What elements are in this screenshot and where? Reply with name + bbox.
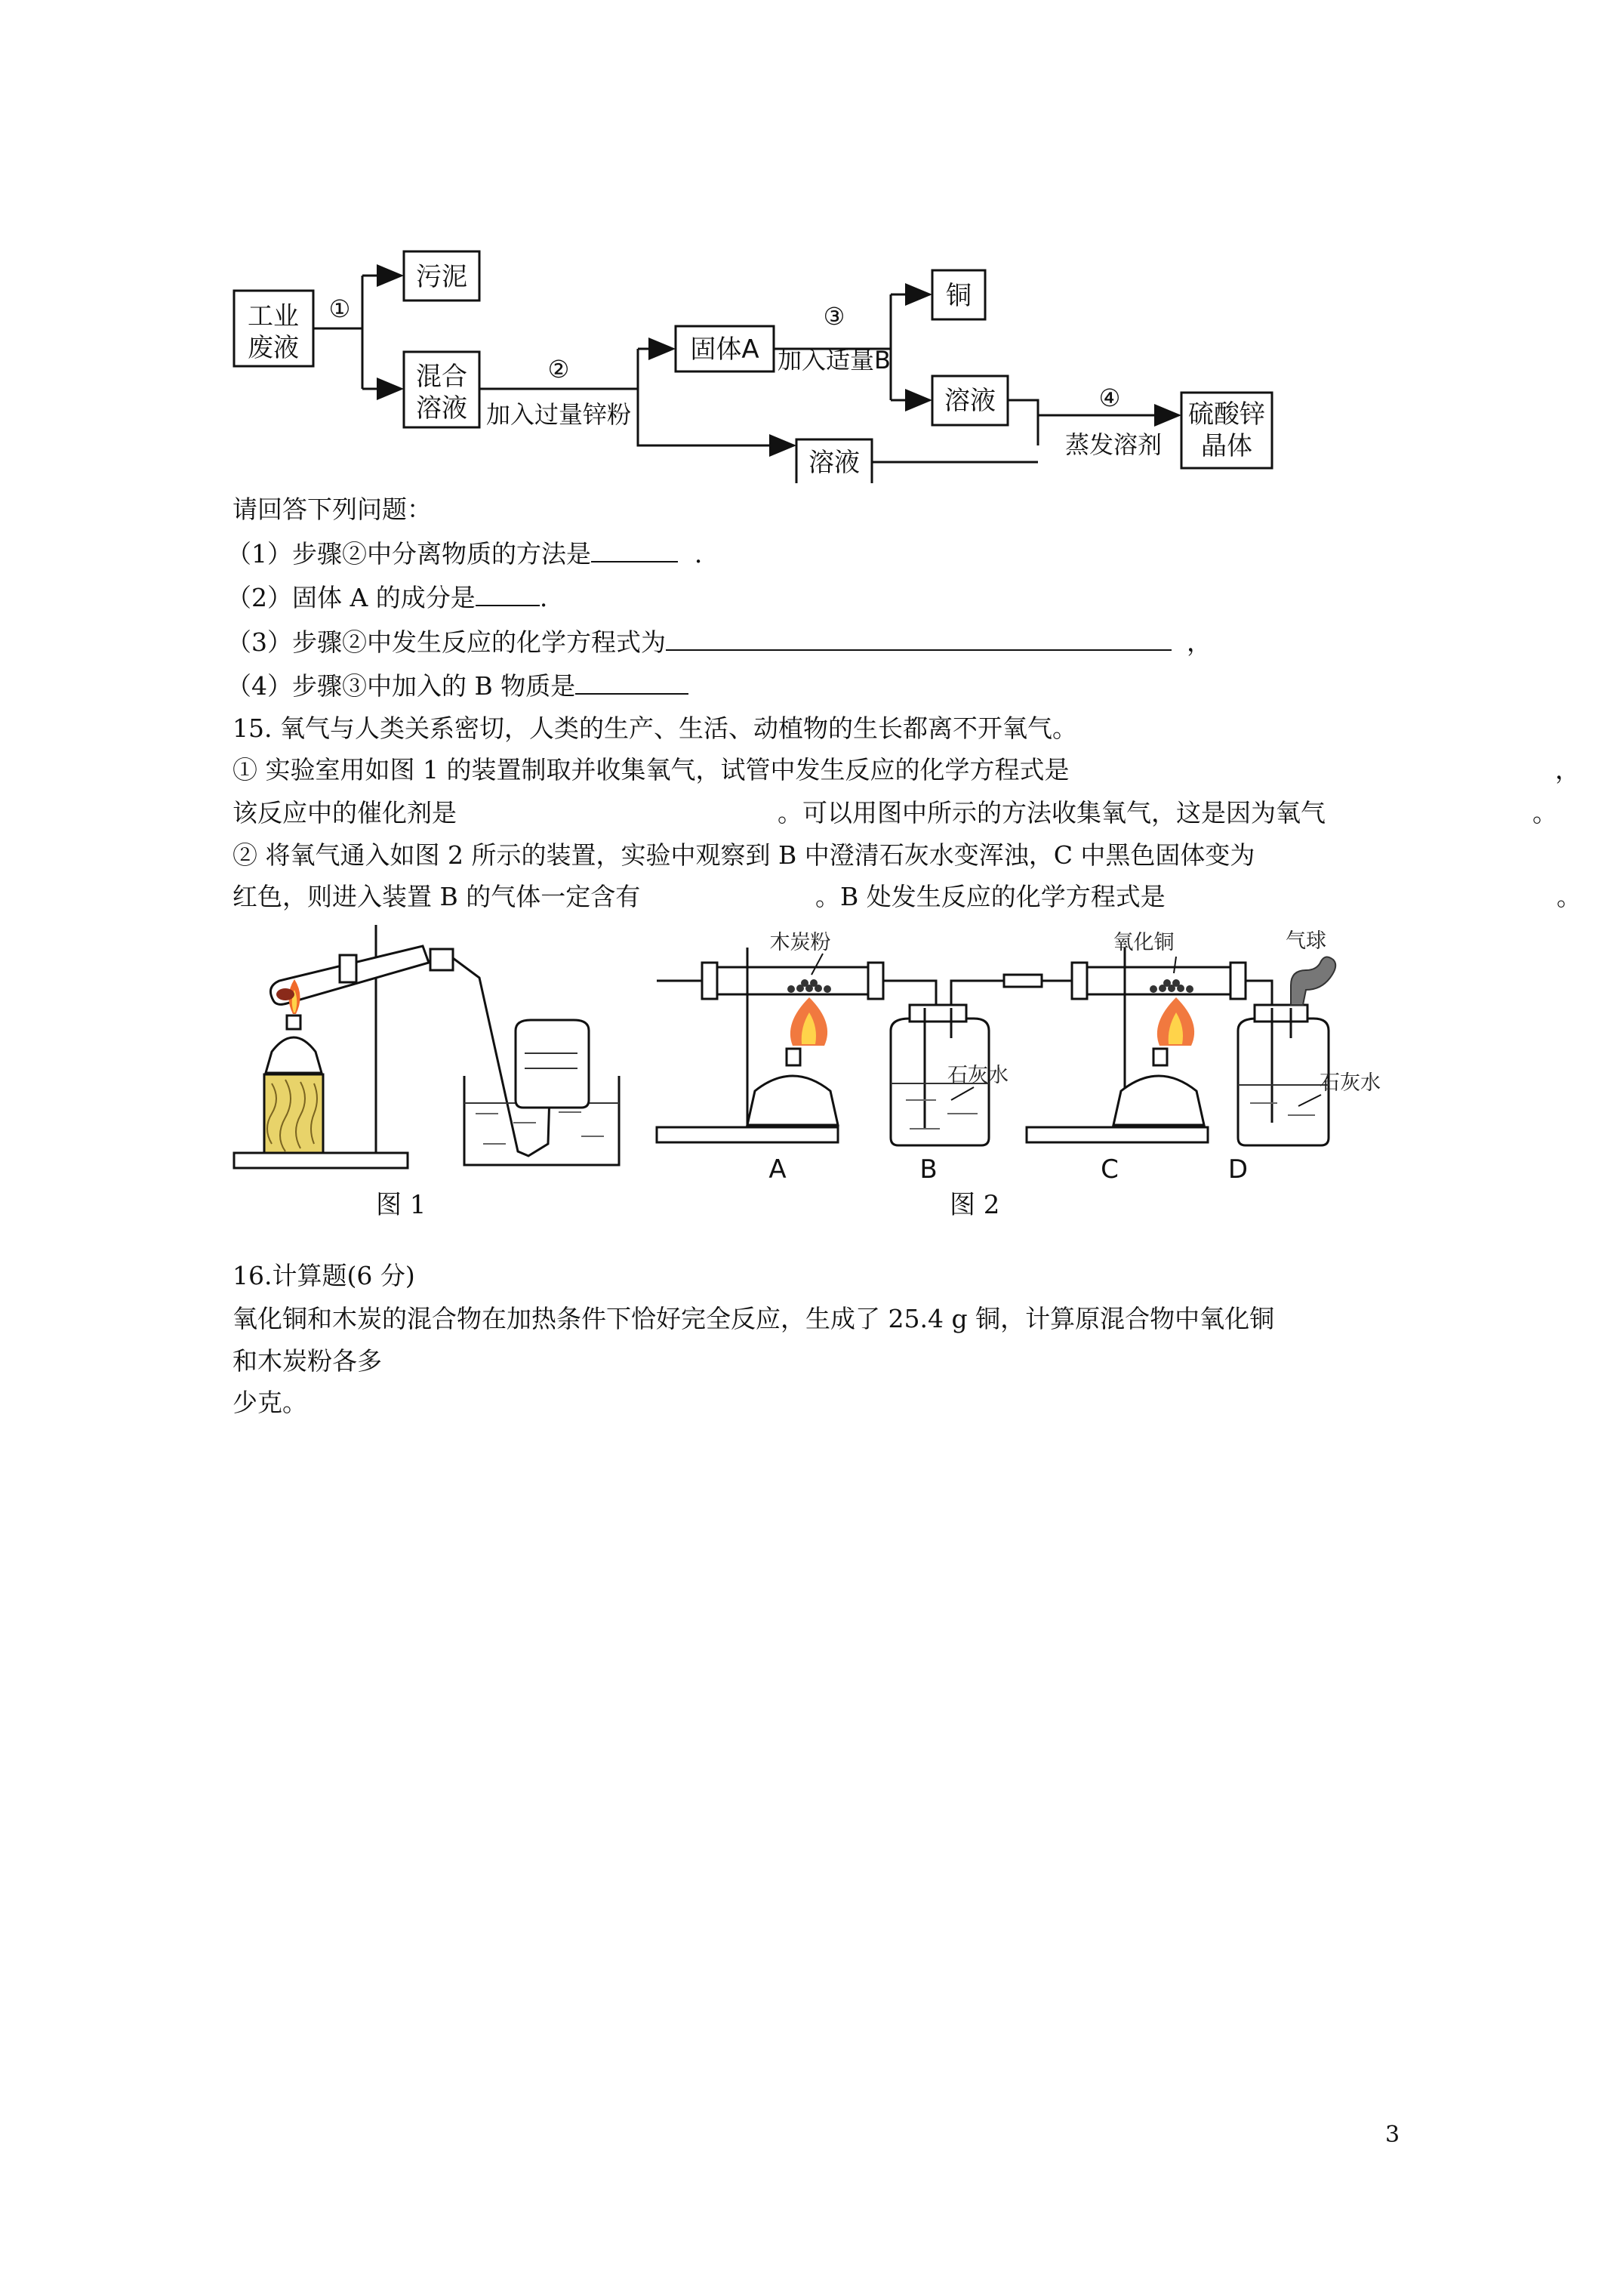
q15-line1-end: ， [1555, 755, 1580, 784]
q14-part1 [226, 538, 719, 569]
q14-part2 [226, 582, 547, 613]
alcohol-lamp-a [747, 1076, 838, 1125]
label-balloon: 气球 [1286, 929, 1326, 953]
node-mixed-line2: 溶液 [416, 393, 467, 424]
q16-line2: 和木炭粉各多 [233, 1346, 382, 1376]
node-waste-line1: 工业 [248, 301, 299, 331]
step-3-action: 加入适量B [778, 346, 891, 374]
q16-line3: 少克。 [233, 1388, 307, 1417]
step-3-label: ③ [823, 302, 845, 331]
q15-line2-start: 该反应中的催化剂是 [233, 798, 457, 827]
label-limewater-d: 石灰水 [1320, 1071, 1381, 1095]
figure-2-caption: 图 2 [950, 1190, 1000, 1220]
node-solid-a: 固体A [690, 334, 759, 365]
q15-line2-mid: 。可以用图中所示的方法收集氧气，这是因为氧气 [778, 798, 1326, 827]
q14-part3-text: （3）步骤②中发生反应的化学方程式为 [226, 627, 666, 657]
q14-part2-end: . [539, 583, 548, 612]
q14-intro: 请回答下列问题： [233, 495, 432, 524]
q14-part1-text: （1）步骤②中分离物质的方法是 [226, 539, 591, 569]
step-4-label: ④ [1098, 384, 1121, 412]
q14-part3 [226, 627, 1212, 658]
step-4-action: 蒸发溶剂 [1064, 430, 1163, 459]
stand-base-c [1027, 1127, 1208, 1142]
reaction-tube-c [1072, 967, 1246, 994]
label-apparatus-d: D [1227, 1154, 1249, 1185]
q14-part3-end: ， [1187, 627, 1212, 657]
q15-line2-end: 。 [1532, 798, 1557, 827]
q14-part2-blank [476, 582, 540, 606]
q14-part4-blank [575, 670, 688, 695]
q16-title: 16.计算题(6 分) [233, 1261, 415, 1290]
node-sludge: 污泥 [416, 262, 467, 292]
bottle-d [1238, 1019, 1329, 1145]
label-apparatus-a: A [768, 1154, 787, 1185]
label-apparatus-c: C [1101, 1154, 1119, 1185]
label-apparatus-b: B [919, 1154, 938, 1185]
collecting-bottle [516, 1020, 589, 1108]
step-2-action: 加入过量锌粉 [485, 400, 632, 429]
node-solution-top: 溶液 [944, 386, 996, 416]
q14-part2-text: （2）固体 A 的成分是 [226, 583, 476, 612]
step-1-label: ① [328, 294, 351, 323]
q15-line4-start: 红色，则进入装置 B 的气体一定含有 [233, 882, 641, 911]
q16-line1: 氧化铜和木炭的混合物在加热条件下恰好完全反应，生成了 25.4 g 铜，计算原混合物中氧化铜 [233, 1304, 1275, 1333]
balloon-icon [1291, 957, 1335, 1005]
q15-line4-end: 。 [1557, 882, 1581, 911]
q14-part1-blank [591, 538, 678, 562]
process-flowchart [226, 242, 1283, 483]
figure-1-apparatus [226, 925, 634, 1182]
node-mixed-line1: 混合 [416, 362, 467, 392]
q15-title: 15. 氧气与人类关系密切，人类的生产、生活、动植物的生长都离不开氧气。 [233, 713, 1077, 743]
page-number: 3 [1385, 2122, 1400, 2148]
node-crystal-line1: 硫酸锌 [1188, 399, 1265, 430]
q14-part4-text: （4）步骤③中加入的 B 物质是 [226, 671, 576, 701]
label-copper-oxide: 氧化铜 [1113, 931, 1175, 954]
node-crystal-line2: 晶体 [1201, 431, 1252, 461]
label-limewater-b: 石灰水 [947, 1064, 1009, 1087]
q14-part3-blank [666, 627, 1172, 651]
alcohol-lamp [266, 1037, 322, 1073]
q15-line1: ① 实验室用如图 1 的装置制取并收集氧气，试管中发生反应的化学方程式是 [233, 755, 1070, 784]
q14-part1-end: ． [694, 539, 719, 569]
q15-line3: ② 将氧气通入如图 2 所示的装置，实验中观察到 B 中澄清石灰水变浑浊，C 中黑色固体变为 [233, 840, 1255, 870]
stand-base-a [657, 1127, 838, 1142]
figure-2-apparatus [649, 925, 1397, 1197]
q14-part4 [226, 670, 688, 701]
figure-1-caption: 图 1 [376, 1190, 427, 1220]
node-solution-bottom: 溶液 [808, 448, 860, 478]
q15-line4-mid: 。B 处发生反应的化学方程式是 [815, 882, 1166, 911]
node-copper: 铜 [946, 281, 972, 311]
step-2-label: ② [547, 355, 570, 384]
label-charcoal: 木炭粉 [769, 931, 831, 954]
stand-base [234, 1153, 408, 1168]
alcohol-lamp-c [1113, 1076, 1204, 1125]
node-waste-line2: 废液 [248, 333, 299, 363]
